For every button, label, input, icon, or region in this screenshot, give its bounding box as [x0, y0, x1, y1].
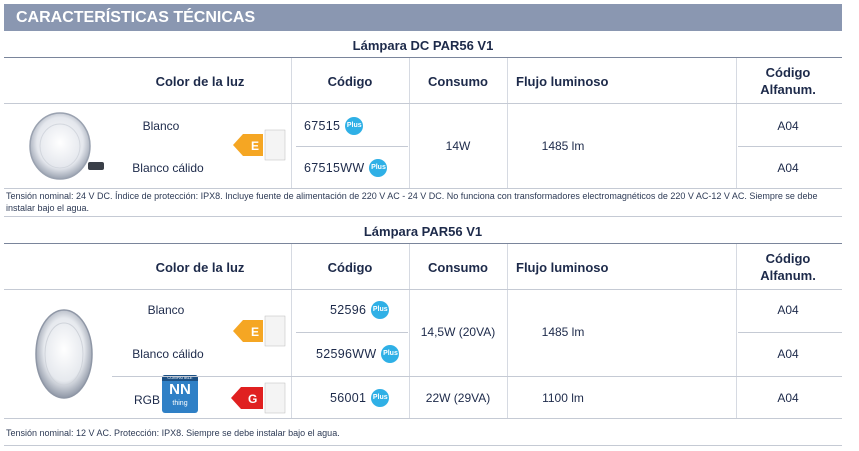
column-header-flux: Flujo luminoso — [516, 259, 609, 275]
divider — [736, 290, 737, 418]
divider — [296, 146, 408, 147]
energy-label-icon — [227, 314, 287, 348]
color-cell: Blanco cálido — [132, 347, 204, 361]
column-header-alpha: Código Alfanum. — [760, 65, 816, 97]
divider — [736, 244, 737, 289]
alpha-cell: A04 — [777, 161, 799, 175]
divider — [409, 58, 410, 103]
color-cell: Blanco — [147, 303, 185, 317]
divider — [507, 244, 508, 289]
divider — [409, 244, 410, 289]
code-cell — [316, 336, 408, 372]
column-header-color: Color de la luz — [155, 73, 245, 89]
divider — [738, 332, 842, 333]
divider — [736, 58, 737, 103]
plus-badge-icon: Plus — [381, 345, 399, 363]
lamp-par56-icon — [22, 300, 106, 410]
svg-text:G: G — [248, 392, 258, 406]
alpha-cell: A04 — [777, 347, 799, 361]
code-cell — [330, 292, 406, 328]
code-text: 56001 — [330, 391, 367, 405]
divider — [296, 332, 408, 333]
divider — [291, 244, 292, 289]
divider — [291, 104, 292, 188]
divider — [4, 103, 842, 104]
column-header-consumption: Consumo — [428, 259, 488, 275]
divider — [4, 243, 842, 244]
section2-title: Lámpara PAR56 V1 — [363, 224, 483, 239]
plus-badge-icon: Plus — [371, 389, 389, 407]
divider — [112, 376, 842, 377]
plus-badge-icon: Plus — [371, 301, 389, 319]
code-cell — [304, 150, 408, 186]
divider — [736, 104, 737, 188]
column-header-flux: Flujo luminoso — [516, 73, 609, 89]
column-header-consumption: Consumo — [428, 73, 488, 89]
flux-cell: 1485 lm — [541, 139, 585, 153]
color-cell: Blanco — [142, 119, 180, 133]
section-header: CARACTERÍSTICAS TÉCNICAS — [4, 4, 842, 31]
divider — [409, 290, 410, 418]
nn-badge-top: COMPATIBLE — [162, 375, 198, 381]
svg-text:E: E — [251, 139, 260, 153]
code-cell — [330, 380, 406, 416]
divider — [409, 104, 410, 188]
divider — [4, 418, 842, 419]
section1-title: Lámpara DC PAR56 V1 — [352, 38, 494, 53]
divider — [4, 445, 842, 446]
divider — [507, 290, 508, 418]
alpha-cell: A04 — [777, 303, 799, 317]
column-header-code: Código — [327, 73, 373, 89]
divider — [738, 146, 842, 147]
energy-label-icon — [227, 381, 287, 415]
alpha-cell: A04 — [777, 391, 799, 405]
section2-note: Tensión nominal: 12 V AC. Protección: IPX8. Siempre se debe instalar bajo el agua. — [6, 428, 340, 438]
consumption-cell: 22W (29VA) — [425, 391, 491, 405]
plus-badge-icon: Plus — [369, 159, 387, 177]
divider — [507, 104, 508, 188]
divider — [4, 57, 842, 58]
code-text: 67515 — [304, 119, 341, 133]
flux-cell: 1100 lm — [542, 391, 584, 405]
divider — [4, 216, 842, 217]
divider — [291, 290, 292, 418]
nn-badge-bot: thing — [172, 400, 188, 407]
consumption-cell: 14,5W (20VA) — [420, 325, 496, 339]
nn-badge-mid: NN — [169, 381, 191, 398]
divider — [4, 289, 842, 290]
alpha-cell: A04 — [777, 119, 799, 133]
color-cell: RGB — [133, 393, 160, 407]
plus-badge-icon: Plus — [345, 117, 363, 135]
column-header-alpha: Código Alfanum. — [760, 251, 816, 283]
divider — [4, 188, 842, 189]
code-cell — [304, 108, 404, 144]
lamp-dc-par56-icon — [16, 106, 112, 190]
flux-cell: 1485 lm — [541, 325, 585, 339]
nn-thing-logo — [162, 375, 198, 413]
color-cell: Blanco cálido — [132, 161, 204, 175]
section1-note: Tensión nominal: 24 V DC. Índice de protección: IPX8. Incluye fuente de alimentación de 220 V AC - 24 V DC. No funciona con transformadores electromagnéticos de 220 V AC-12 V AC. Siempre se debe instalar bajo el agua. — [6, 191, 818, 213]
column-header-code: Código — [327, 259, 373, 275]
energy-label-icon — [227, 128, 287, 162]
code-text: 52596WW — [316, 347, 377, 361]
divider — [507, 58, 508, 103]
svg-text:E: E — [251, 325, 260, 339]
divider — [291, 58, 292, 103]
code-text: 52596 — [330, 303, 367, 317]
consumption-cell: 14W — [445, 139, 471, 153]
column-header-color: Color de la luz — [155, 259, 245, 275]
code-text: 67515WW — [304, 161, 365, 175]
